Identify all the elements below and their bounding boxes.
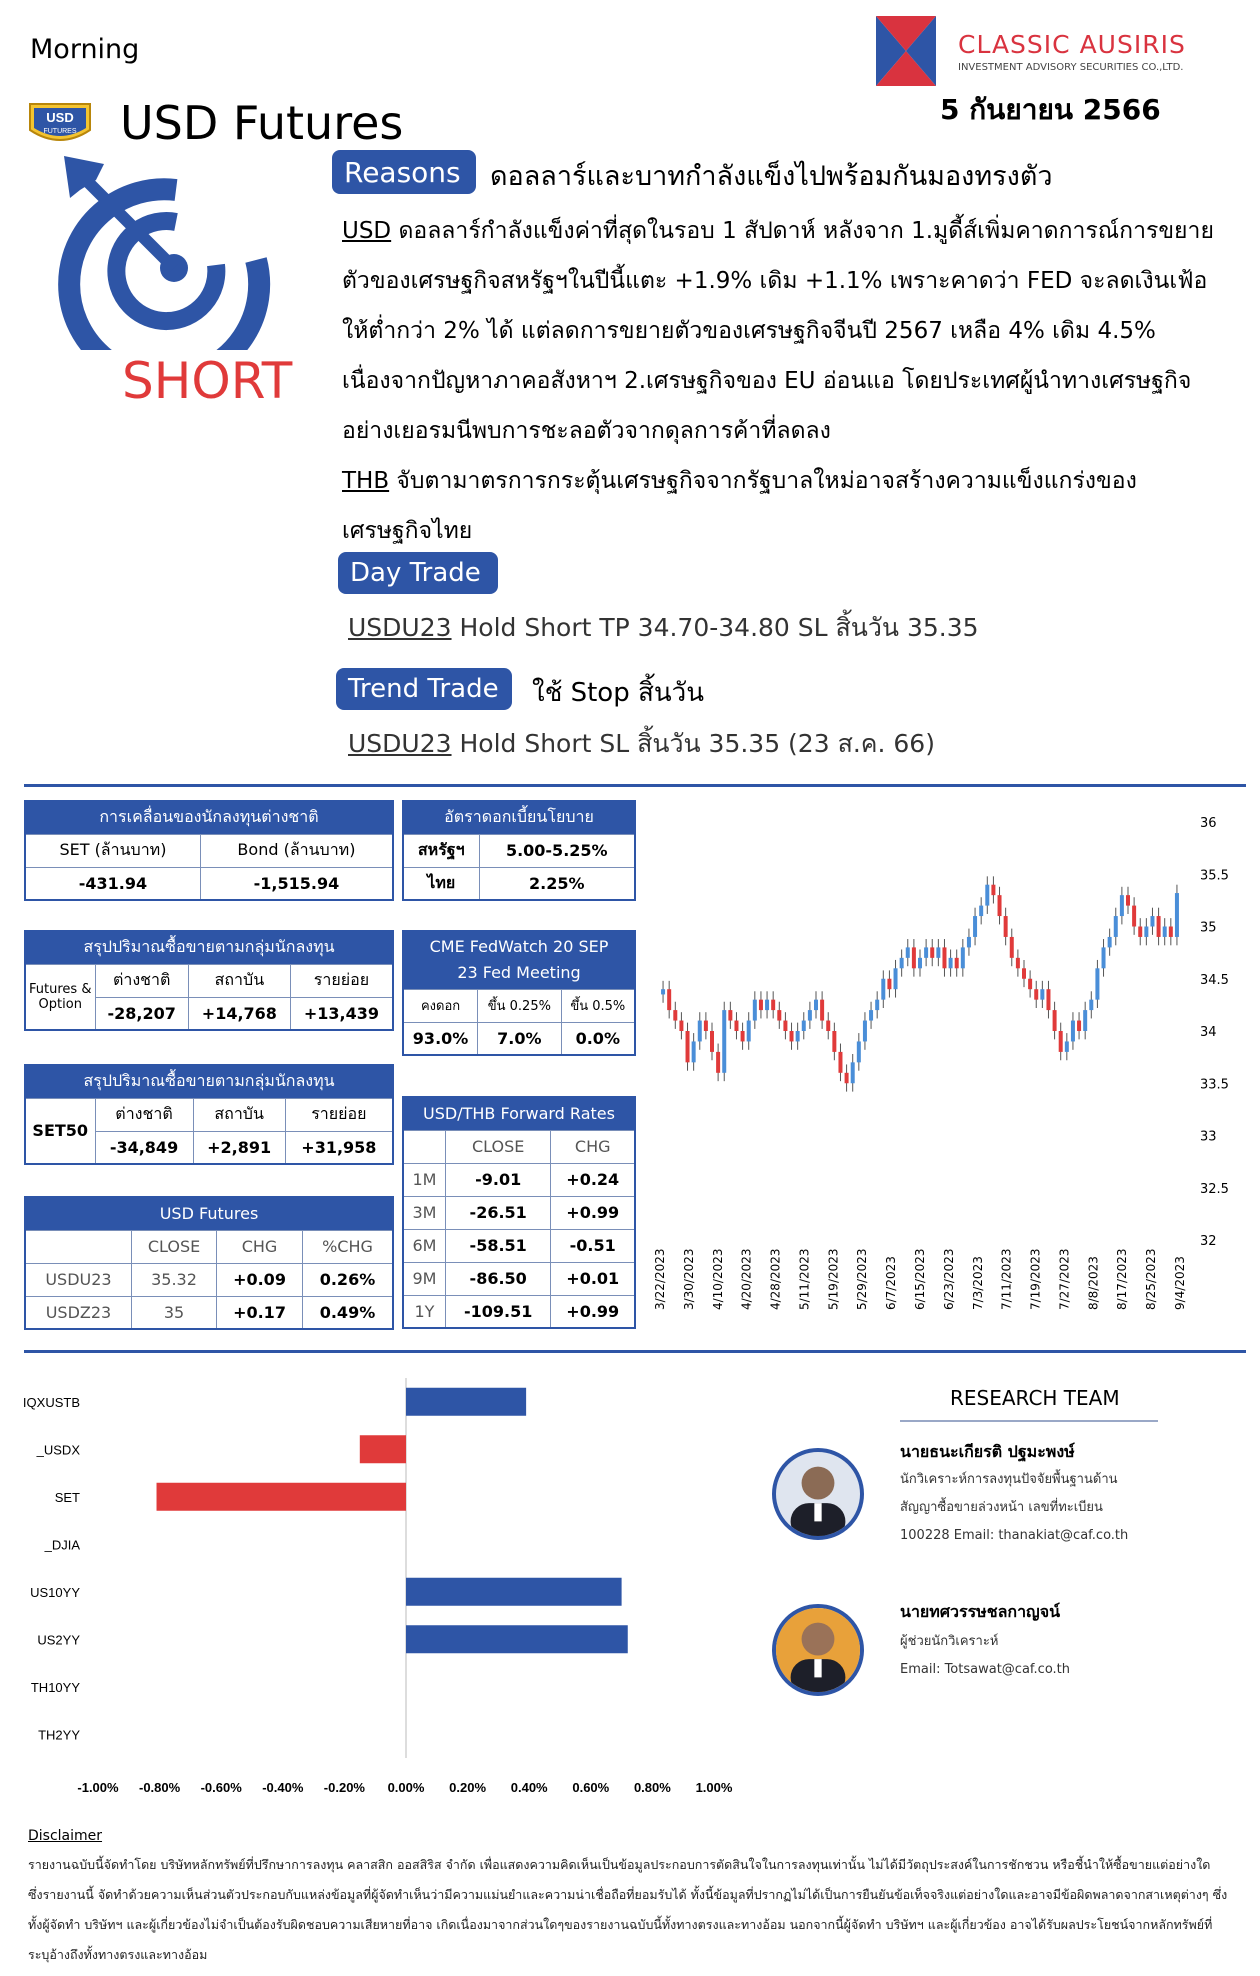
analyst-2-email: Email: Totsawat@caf.co.th bbox=[900, 1662, 1071, 1677]
candle-body bbox=[728, 1010, 732, 1020]
x-tick-label: 0.40% bbox=[510, 1780, 548, 1795]
usd-futures-badge-icon bbox=[26, 100, 94, 146]
y-tick-label: 36 bbox=[1200, 816, 1217, 831]
futures-option-table: สรุปปริมาณซื้อขายตามกลุ่มนักลงทุน Futures & Option ต่างชาติ สถาบัน รายย่อย -28,207 +14,768 +13,439 bbox=[24, 930, 394, 1031]
day-trade-line: USDU23 Hold Short TP 34.70-34.80 SL สิ้นวัน 35.35 bbox=[348, 613, 979, 642]
y-tick-label: 33 bbox=[1200, 1129, 1217, 1145]
candle-body bbox=[894, 968, 898, 989]
candle-body bbox=[1077, 1021, 1081, 1031]
y-tick-label: 32 bbox=[1200, 1234, 1217, 1249]
category-label: TH10YY bbox=[30, 1679, 80, 1695]
bar bbox=[406, 1625, 628, 1653]
candle-body bbox=[832, 1031, 836, 1052]
foreign-flow-title: การเคลื่อนของนักลงทุนต่างชาติ bbox=[25, 801, 393, 834]
reasons-pill: Reasons bbox=[332, 150, 476, 194]
y-tick-label: 32.5 bbox=[1200, 1181, 1229, 1197]
reasons-headline: ดอลลาร์และบาทกำลังแข็งไปพร้อมกันมองทรงตัว bbox=[490, 161, 1053, 192]
y-tick-label: 34.5 bbox=[1200, 972, 1229, 988]
candle-body bbox=[698, 1021, 702, 1042]
candle-body bbox=[661, 989, 665, 994]
fedwatch-table: CME FedWatch 20 SEP 23 Fed Meeting คงดอก ขึ้น 0.25% ขึ้น 0.5% 93.0% 7.0% 0.0% bbox=[402, 930, 636, 1056]
candle-body bbox=[863, 1021, 867, 1042]
candle-body bbox=[1095, 968, 1099, 999]
candle-body bbox=[1004, 916, 1008, 937]
candle-body bbox=[881, 979, 885, 1000]
candle-body bbox=[1114, 916, 1118, 937]
policy-rate-table: อัตราดอกเบี้ยนโยบาย สหรัฐฯ 5.00-5.25% ไทย 2.25% bbox=[402, 800, 636, 901]
category-label: TH2YY bbox=[38, 1727, 80, 1743]
category-label: _DJIA bbox=[44, 1537, 80, 1553]
analyst-2-name: นายทศวรรษชลกาญจน์ bbox=[900, 1602, 1060, 1621]
x-tick-label: -0.60% bbox=[200, 1780, 242, 1795]
candle-body bbox=[887, 979, 891, 989]
candle-body bbox=[790, 1031, 794, 1041]
candle-body bbox=[759, 1000, 763, 1010]
candle-body bbox=[1108, 937, 1112, 947]
futures-option-title: สรุปปริมาณซื้อขายตามกลุ่มนักลงทุน bbox=[25, 931, 393, 964]
x-tick-label: 7/19/2023 bbox=[1028, 1248, 1043, 1310]
candle-body bbox=[820, 1000, 824, 1021]
research-rule bbox=[900, 1420, 1158, 1422]
y-tick-label: 35 bbox=[1200, 920, 1217, 936]
candle-body bbox=[692, 1041, 696, 1062]
candle-body bbox=[814, 1000, 818, 1010]
bar bbox=[157, 1483, 406, 1511]
divider bbox=[24, 784, 1246, 787]
candle-body bbox=[1157, 916, 1161, 937]
candle-body bbox=[1010, 937, 1014, 958]
disclaimer-text: รายงานฉบับนี้จัดทำโดย บริษัทหลักทรัพย์ที่ปรึกษาการลงทุน คลาสสิก ออสสิริส จำกัด เพื่อแสดงความคิดเห็นเป็นข้อมูลประกอบการตัดสินใจในการลงทุนเท่านั้น ไม่ได้มีวัตถุประสงค์ในการชักชวน หรือชี้นำให้ซื้อขายแต่อย่างใด ซึ่งรายงานนี้ จัดทำด้วยความเห็นส่วนตัวประกอบกับแหล่งข้อมูลที่ผู้จัดทำเห็นว่ามีความแม่นยำและความน่าเชื่อถือที่ยอมรับได้ ทั้งนี้ข้อมูลที่ปรากฏไม่ได้เป็นการยืนยันข้อเท็จจริงแต่อย่างใดและอาจมีข้อผิดพลาดจากสาเหตุต่างๆ ซึ่งทั้งผู้จัดทำ บริษัทฯ และผู้เกี่ยวข้องไม่จำเป็นต้องรับผิดชอบความเสียหายที่อาจ เกิดเนื่องมาจากส่วนใดๆของรายงานฉบับนี้ทั้งทางตรงและทางอ้อม นอกจากนี้ผู้จัดทำ บริษัทฯ และผู้เกี่ยวข้อง อาจได้รับผลประโยชน์จากหลักทรัพย์ที่ระบุอ้างถึงทั้งทางตรงและทางอ้อม bbox=[28, 1857, 1228, 1962]
svg-text:USD: USD bbox=[46, 110, 74, 125]
x-tick-label: 7/27/2023 bbox=[1057, 1248, 1072, 1310]
x-tick-label: 6/23/2023 bbox=[941, 1248, 956, 1310]
candle-body bbox=[1144, 927, 1148, 937]
category-label: IQXUSTB bbox=[22, 1394, 80, 1410]
page-title: USD Futures bbox=[120, 96, 404, 150]
candle-body bbox=[991, 885, 995, 895]
divider-2 bbox=[24, 1350, 1246, 1353]
category-label: SET bbox=[54, 1489, 80, 1505]
trend-trade-line: USDU23 Hold Short SL สิ้นวัน 35.35 (23 ส.ค. 66) bbox=[348, 729, 935, 758]
x-tick-label: 9/4/2023 bbox=[1173, 1256, 1187, 1310]
candle-body bbox=[967, 937, 971, 947]
x-tick-label: 8/17/2023 bbox=[1115, 1248, 1130, 1310]
x-tick-label: 5/11/2023 bbox=[797, 1248, 812, 1310]
report-date: 5 กันยายน 2566 bbox=[940, 93, 1161, 126]
x-tick-label: 0.00% bbox=[387, 1780, 425, 1795]
candle-body bbox=[1150, 916, 1154, 926]
analyst-1-name: นายธนะเกียรติ ปฐมะพงษ์ bbox=[900, 1442, 1075, 1461]
thb-text: จับตามาตรการกระตุ้นเศรษฐกิจจากรัฐบาลใหม่อาจสร้างความแข็งแกร่งของเศรษฐกิจไทย bbox=[342, 468, 1137, 544]
candle-body bbox=[1016, 958, 1020, 968]
x-tick-label: 4/10/2023 bbox=[710, 1248, 725, 1310]
candle-body bbox=[1132, 906, 1136, 927]
x-tick-label: 1.00% bbox=[695, 1780, 733, 1795]
candle-body bbox=[747, 1021, 751, 1042]
foreign-flow-table: การเคลื่อนของนักลงทุนต่างชาติ SET (ล้านบาท) Bond (ล้านบาท) -431.94 -1,515.94 bbox=[24, 800, 394, 901]
company-subtitle: INVESTMENT ADVISORY SECURITIES CO.,LTD. bbox=[958, 62, 1184, 73]
x-tick-label: 5/29/2023 bbox=[855, 1248, 870, 1310]
usd-futures-table: USD Futures CLOSE CHG %CHG USDU23 35.32 +0.09 0.26% USDZ23 35 +0.17 0.49% bbox=[24, 1196, 394, 1330]
candle-body bbox=[1120, 895, 1124, 916]
candle-body bbox=[924, 947, 928, 957]
x-tick-label: 6/15/2023 bbox=[913, 1248, 927, 1310]
analyst-1-email: 100228 Email: thanakiat@caf.co.th bbox=[900, 1528, 1129, 1543]
candle-body bbox=[857, 1041, 861, 1062]
x-tick-label: 5/19/2023 bbox=[826, 1248, 841, 1310]
forward-rates-table: USD/THB Forward Rates CLOSE CHG 1M -9.01 +0.24 3M -26.51 +0.99 6M -58.51 -0.51 9M -86.50 +0.01 1Y -109.51 +0.99 bbox=[402, 1096, 636, 1329]
analyst-2-line1: ผู้ช่วยนักวิเคราะห์ bbox=[900, 1634, 999, 1649]
candle-body bbox=[942, 947, 946, 968]
usd-tag: USD bbox=[342, 218, 392, 244]
candle-body bbox=[1046, 989, 1050, 1010]
company-name: CLASSIC AUSIRIS bbox=[958, 30, 1186, 59]
usd-text: ดอลลาร์กำลังแข็งค่าที่สุดในรอบ 1 สัปดาห์ หลังจาก 1.มูดี้ส์เพิ่มคาดการณ์การขยายตัวของเศรษฐกิจสหรัฐฯในปีนี้แตะ +1.9% เดิม +1.1% เพราะคาดว่า FED จะลดเงินเฟ้อให้ต่ำกว่า 2% ได้ แต่ลดการขยายตัวของเศรษฐกิจจีนปี 2567 เหลือ 4% เดิม 4.5% เนื่องจากปัญหาภาคอสังหาฯ 2.เศรษฐกิจของ EU อ่อนแอ โดยประเทศผู้นำทางเศรษฐกิจอย่างเยอรมนีพบการชะลอตัวจากดุลการค้าที่ลดลง bbox=[342, 218, 1214, 444]
candle-body bbox=[961, 947, 965, 968]
usd-futures-title: USD Futures bbox=[25, 1197, 393, 1230]
candle-body bbox=[875, 1000, 879, 1010]
candle-body bbox=[710, 1031, 714, 1052]
candle-body bbox=[918, 958, 922, 968]
category-label: US10YY bbox=[30, 1584, 80, 1600]
bar bbox=[406, 1578, 622, 1606]
x-tick-label: -0.40% bbox=[262, 1780, 304, 1795]
x-tick-label: 3/30/2023 bbox=[681, 1248, 696, 1310]
candle-body bbox=[949, 958, 953, 968]
candle-body bbox=[1022, 968, 1026, 978]
morning-label: Morning bbox=[30, 34, 140, 65]
candle-body bbox=[912, 947, 916, 968]
x-tick-label: 0.60% bbox=[572, 1780, 610, 1795]
candle-body bbox=[777, 1010, 781, 1020]
signal-label: SHORT bbox=[122, 352, 293, 410]
candle-body bbox=[808, 1010, 812, 1020]
day-trade-pill: Day Trade bbox=[338, 552, 498, 594]
set50-title: สรุปปริมาณซื้อขายตามกลุ่มนักลงทุน bbox=[25, 1065, 393, 1098]
candle-body bbox=[679, 1021, 683, 1031]
candle-body bbox=[930, 947, 934, 957]
candle-body bbox=[1028, 979, 1032, 989]
x-tick-label: 7/11/2023 bbox=[999, 1248, 1014, 1310]
candle-body bbox=[765, 1000, 769, 1010]
svg-text:FUTURES: FUTURES bbox=[43, 128, 77, 135]
candle-body bbox=[1065, 1041, 1069, 1051]
analyst-2-avatar bbox=[772, 1604, 864, 1696]
x-tick-label: 7/3/2023 bbox=[970, 1256, 985, 1310]
bar bbox=[406, 1388, 526, 1416]
candle-body bbox=[1053, 1010, 1057, 1031]
x-tick-label: 6/7/2023 bbox=[884, 1256, 899, 1310]
candle-body bbox=[716, 1052, 720, 1073]
forward-rates-title: USD/THB Forward Rates bbox=[403, 1097, 635, 1130]
category-label: US2YY bbox=[37, 1632, 80, 1648]
x-tick-label: 8/25/2023 bbox=[1144, 1248, 1159, 1310]
candle-body bbox=[1071, 1021, 1075, 1042]
target-dart-icon bbox=[56, 150, 306, 350]
candle-body bbox=[900, 958, 904, 968]
usd-candlestick-chart bbox=[640, 800, 1230, 1320]
candle-body bbox=[673, 1010, 677, 1020]
candle-body bbox=[1034, 989, 1038, 999]
candle-body bbox=[851, 1062, 855, 1083]
candle-body bbox=[979, 906, 983, 916]
research-team-title: RESEARCH TEAM bbox=[950, 1386, 1120, 1410]
y-tick-label: 34 bbox=[1200, 1025, 1217, 1040]
analyst-1-line1: นักวิเคราะห์การลงทุนปัจจัยพื้นฐานด้าน bbox=[900, 1472, 1118, 1487]
candle-body bbox=[985, 885, 989, 906]
candle-body bbox=[838, 1052, 842, 1073]
set50-table: สรุปปริมาณซื้อขายตามกลุ่มนักลงทุน SET50 ต่างชาติ สถาบัน รายย่อย -34,849 +2,891 +31,958 bbox=[24, 1064, 394, 1165]
candle-body bbox=[1083, 1010, 1087, 1031]
candle-body bbox=[686, 1031, 690, 1062]
trend-trade-headline: ใช้ Stop สิ้นวัน bbox=[532, 678, 704, 708]
analyst-1-line2: สัญญาซื้อขายล่วงหน้า เลขที่ทะเบียน bbox=[900, 1500, 1103, 1515]
candle-body bbox=[722, 1010, 726, 1073]
x-tick-label: -0.20% bbox=[323, 1780, 366, 1795]
x-tick-label: 4/28/2023 bbox=[768, 1248, 783, 1310]
candle-body bbox=[734, 1021, 738, 1031]
candle-body bbox=[1059, 1031, 1063, 1052]
candle-body bbox=[802, 1021, 806, 1031]
candle-body bbox=[1126, 895, 1130, 905]
x-tick-label: -1.00% bbox=[77, 1780, 119, 1795]
market-change-bar-chart bbox=[20, 1368, 740, 1808]
thb-tag: THB bbox=[342, 468, 390, 494]
candle-body bbox=[845, 1073, 849, 1083]
candle-body bbox=[753, 1000, 757, 1021]
candle-body bbox=[771, 1000, 775, 1010]
fedwatch-title: CME FedWatch 20 SEP 23 Fed Meeting bbox=[403, 931, 635, 989]
candle-body bbox=[869, 1010, 873, 1020]
candle-body bbox=[1040, 989, 1044, 999]
candle-body bbox=[955, 958, 959, 968]
disclaimer-title: Disclaimer bbox=[28, 1828, 103, 1844]
candle-body bbox=[973, 916, 977, 937]
candle-body bbox=[783, 1021, 787, 1031]
x-tick-label: 4/20/2023 bbox=[739, 1248, 754, 1310]
candle-body bbox=[1089, 1000, 1093, 1010]
candle-body bbox=[1102, 947, 1106, 968]
trend-trade-pill: Trend Trade bbox=[336, 668, 512, 710]
candle-body bbox=[1163, 927, 1167, 937]
candle-body bbox=[796, 1031, 800, 1041]
x-tick-label: 3/22/2023 bbox=[653, 1248, 667, 1310]
candle-body bbox=[936, 947, 940, 957]
candle-body bbox=[704, 1021, 708, 1031]
candle-body bbox=[741, 1031, 745, 1041]
category-label: _USDX bbox=[36, 1442, 80, 1458]
y-tick-label: 33.5 bbox=[1200, 1077, 1229, 1093]
x-tick-label: 0.20% bbox=[449, 1780, 487, 1795]
candle-body bbox=[1175, 893, 1179, 937]
candle-body bbox=[1169, 927, 1173, 937]
candle-body bbox=[998, 895, 1002, 916]
y-tick-label: 35.5 bbox=[1200, 868, 1229, 884]
x-tick-label: 8/8/2023 bbox=[1086, 1256, 1101, 1310]
candle-body bbox=[1138, 927, 1142, 937]
candle-body bbox=[906, 947, 910, 957]
x-tick-label: 0.80% bbox=[633, 1780, 671, 1795]
candle-body bbox=[826, 1021, 830, 1031]
candle-body bbox=[667, 989, 671, 1010]
policy-rate-title: อัตราดอกเบี้ยนโยบาย bbox=[403, 801, 635, 834]
reasons-body bbox=[342, 206, 1222, 556]
x-tick-label: -0.80% bbox=[138, 1780, 181, 1795]
bar bbox=[360, 1435, 406, 1463]
analyst-1-avatar bbox=[772, 1448, 864, 1540]
